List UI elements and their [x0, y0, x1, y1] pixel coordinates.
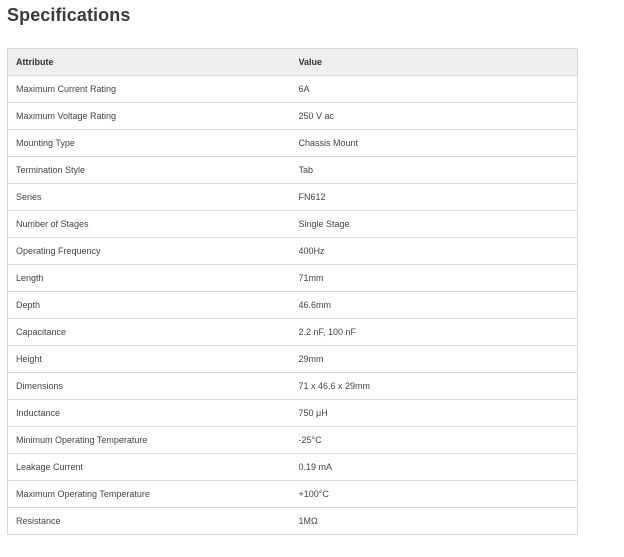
- value-cell: FN612: [299, 184, 578, 211]
- attribute-cell: Length: [8, 265, 299, 292]
- table-row: [8, 346, 578, 373]
- value-cell: 29mm: [299, 346, 578, 373]
- value-cell: 2.2 nF, 100 nF: [299, 319, 578, 346]
- attribute-cell: Height: [8, 346, 299, 373]
- table-row: [8, 238, 578, 265]
- table-row: [8, 319, 578, 346]
- table-row: [8, 508, 578, 535]
- table-row: [8, 184, 578, 211]
- table-row: [8, 292, 578, 319]
- value-cell: 250 V ac: [299, 103, 578, 130]
- value-cell: 6A: [299, 76, 578, 103]
- attribute-cell: Maximum Current Rating: [8, 76, 299, 103]
- value-cell: 750 μH: [299, 400, 578, 427]
- attribute-column-header: Attribute: [8, 49, 299, 76]
- table-row: [8, 157, 578, 184]
- attribute-cell: Inductance: [8, 400, 299, 427]
- attribute-cell: Minimum Operating Temperature: [8, 427, 299, 454]
- attribute-cell: Capacitance: [8, 319, 299, 346]
- value-cell: 1MΩ: [298, 516, 318, 526]
- attribute-cell: Resistance: [16, 516, 61, 526]
- attribute-cell: Maximum Voltage Rating: [8, 103, 299, 130]
- value-cell: Chassis Mount: [299, 130, 578, 157]
- table-row: [8, 103, 578, 130]
- table-row: [8, 373, 578, 400]
- value-cell: Tab: [299, 157, 578, 184]
- page-title: Specifications: [7, 5, 131, 25]
- attribute-cell: Dimensions: [8, 373, 299, 400]
- table-row: [8, 454, 578, 481]
- attribute-cell: Leakage Current: [8, 454, 299, 481]
- table-row: [8, 76, 578, 103]
- table-row: [8, 400, 578, 427]
- attribute-cell: Series: [8, 184, 299, 211]
- attribute-cell: Number of Stages: [8, 211, 299, 238]
- value-cell: 0.19 mA: [299, 454, 578, 481]
- header-row: [8, 49, 578, 76]
- value-column-header: Value: [299, 49, 578, 76]
- table-row: [8, 481, 578, 508]
- attribute-cell: Termination Style: [8, 157, 299, 184]
- specifications-table: [7, 48, 578, 535]
- value-cell: 71mm: [299, 265, 578, 292]
- attribute-cell: Maximum Operating Temperature: [8, 481, 299, 508]
- attribute-cell: Mounting Type: [8, 130, 299, 157]
- table-header: [8, 49, 578, 76]
- value-cell: 71 x 46.6 x 29mm: [299, 373, 578, 400]
- table-row: [8, 211, 578, 238]
- attribute-cell: Operating Frequency: [8, 238, 299, 265]
- value-cell: -25°C: [299, 427, 578, 454]
- table-body: [8, 76, 578, 535]
- value-cell: +100°C: [299, 481, 578, 508]
- value-cell: 46.6mm: [299, 292, 578, 319]
- value-cell: 400Hz: [299, 238, 578, 265]
- table-row: [8, 427, 578, 454]
- value-cell: Single Stage: [299, 211, 578, 238]
- attribute-cell: Depth: [8, 292, 299, 319]
- table-row: [8, 265, 578, 292]
- table-row: [8, 130, 578, 157]
